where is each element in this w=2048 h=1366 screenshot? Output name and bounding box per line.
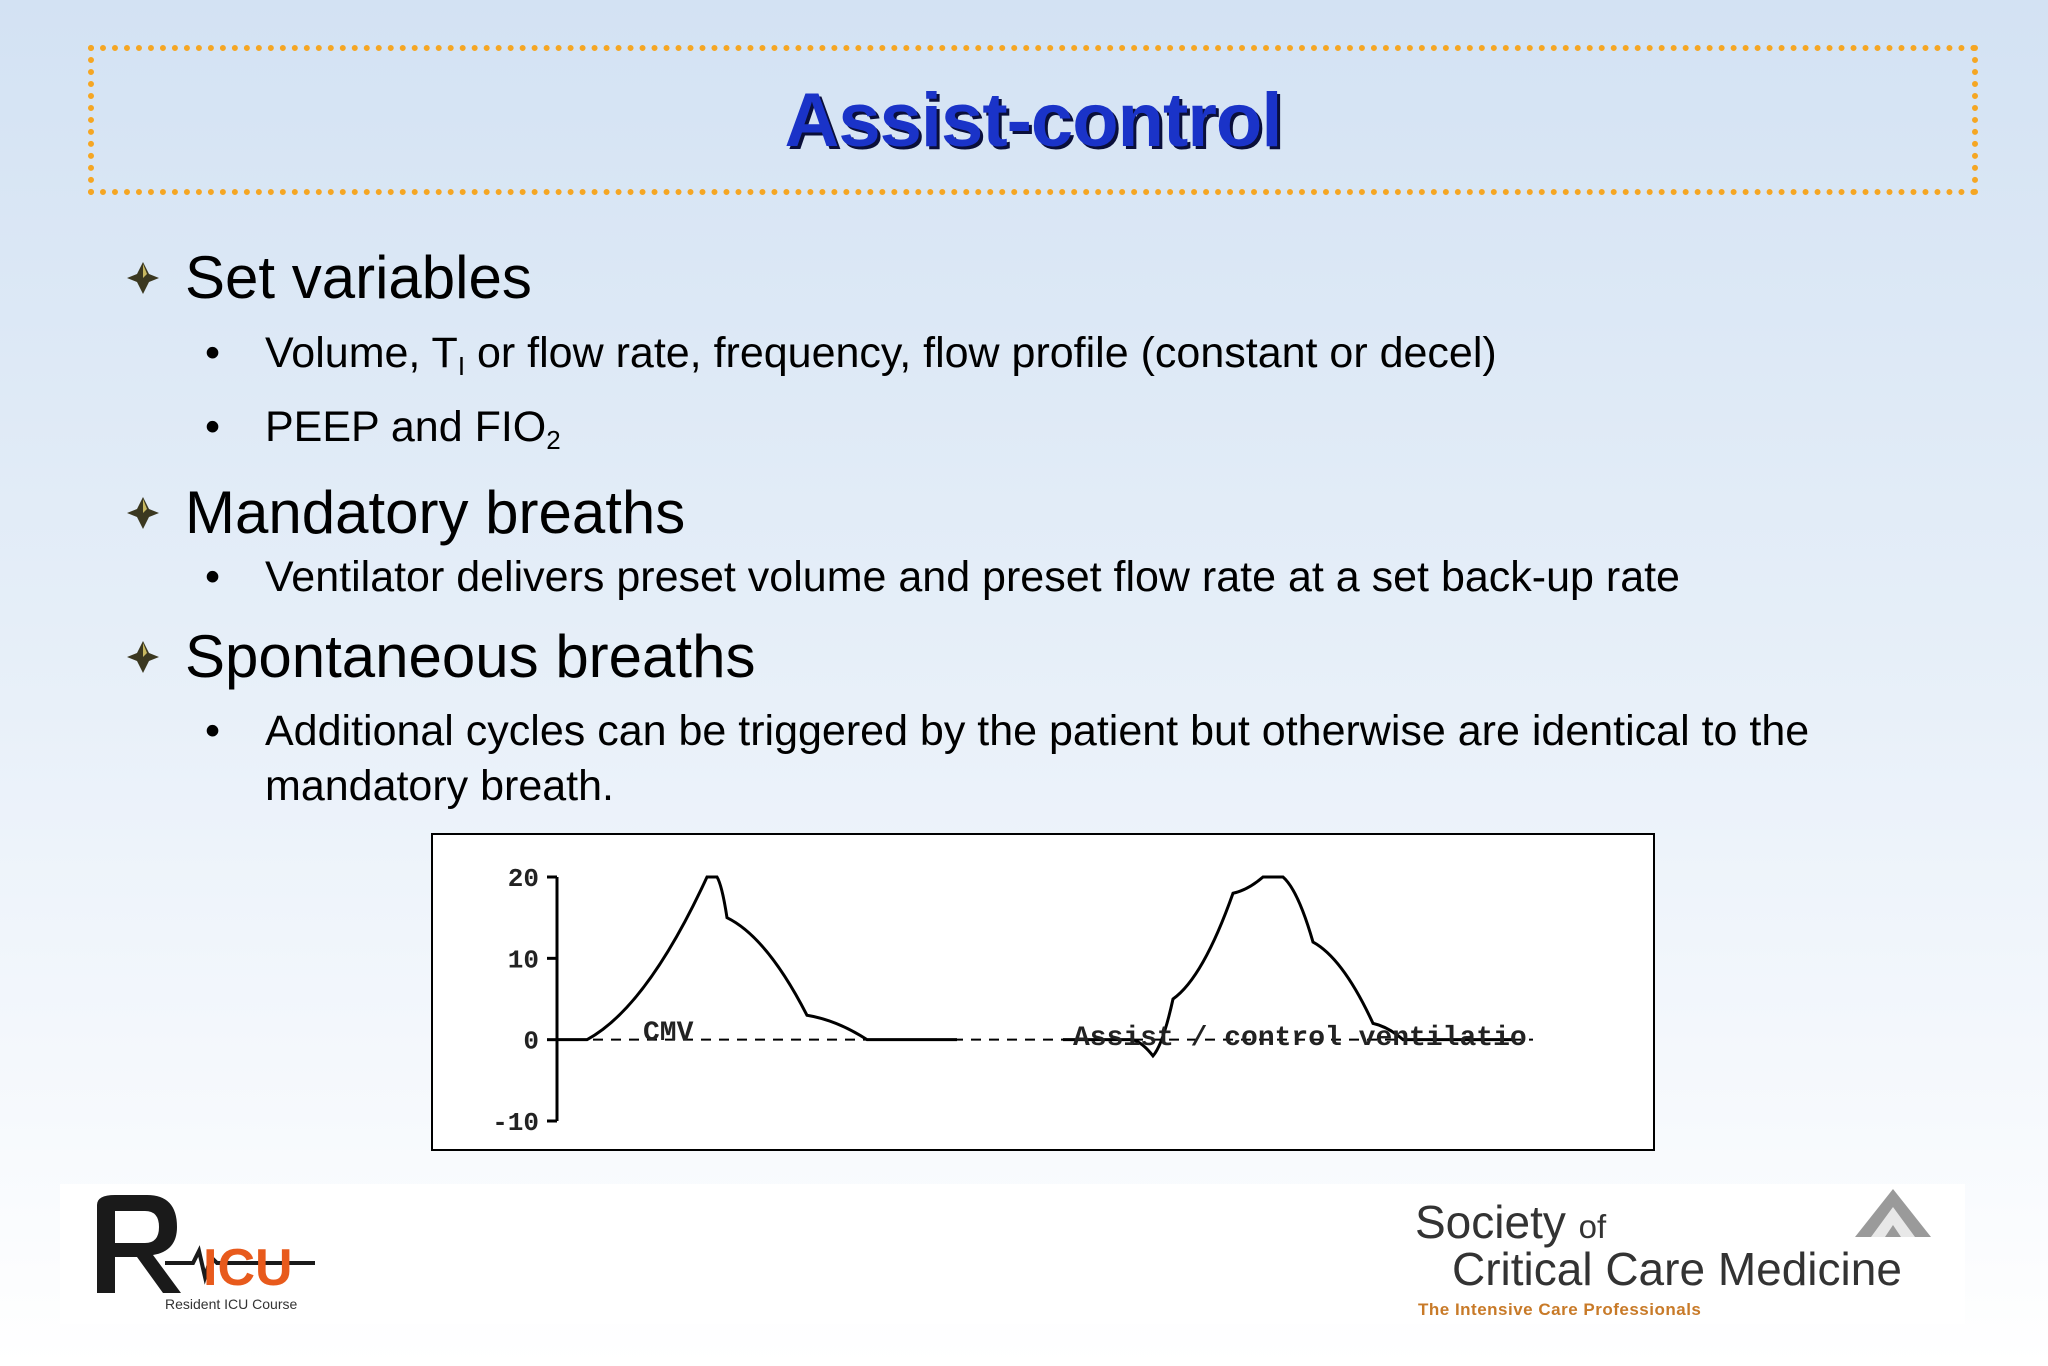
bullet-dot: •	[205, 553, 221, 601]
bullet-dot: •	[205, 707, 221, 755]
arrow-bullet-icon	[125, 260, 161, 296]
section-heading-set-variables	[125, 244, 532, 311]
ricu-caption: Resident ICU Course	[165, 1296, 298, 1312]
y-tick-label: -10	[492, 1108, 539, 1138]
waveform-svg	[433, 835, 1653, 1149]
y-tick-label: 10	[507, 945, 539, 976]
series-label-cmv: CMV	[643, 1018, 694, 1049]
y-tick-label: 0	[523, 1026, 539, 1057]
section-heading-spontaneous	[125, 623, 756, 690]
waveform-series-cmv	[557, 877, 957, 1040]
arrow-bullet-icon	[125, 639, 161, 675]
sccm-logo	[1410, 1180, 1970, 1320]
svg-text:ICU: ICU	[203, 1239, 293, 1297]
sccm-name: Critical Care Medicine	[1452, 1243, 1902, 1295]
bullet-dot: •	[205, 329, 221, 377]
bullet-text: Volume, $T_I$ or flow rate, frequency, flow profile (constant or decel)	[265, 329, 1497, 381]
ricu-logo	[85, 1185, 325, 1315]
heading-text: Spontaneous breaths	[185, 623, 756, 690]
section-heading-mandatory	[125, 479, 686, 546]
heading-text: Set variables	[185, 244, 532, 311]
sccm-mountain-icon	[1845, 1185, 1955, 1245]
ricu-logo-svg	[85, 1185, 325, 1315]
sccm-society-text: Society of	[1415, 1196, 1607, 1248]
waveform-chart	[431, 833, 1655, 1151]
slide-title: Assist-control	[784, 77, 1282, 163]
title-box	[88, 45, 1978, 195]
sccm-tagline: The Intensive Care Professionals	[1418, 1300, 1702, 1319]
bullet-dot: •	[205, 403, 221, 451]
series-label-assist-control: Assist / control ventilatio	[1073, 1023, 1527, 1054]
bullet-text: PEEP and $FIO_2$	[265, 403, 561, 455]
y-tick-label: 20	[507, 864, 539, 894]
bullet-text: Ventilator delivers preset volume and preset flow rate at a set back-up rate	[265, 553, 1680, 601]
arrow-bullet-icon	[125, 495, 161, 531]
bullet-text-line1: Additional cycles can be triggered by the patient but otherwise are identical to the	[265, 707, 1810, 755]
bullet-text-line2: mandatory breath.	[265, 762, 614, 810]
heading-text: Mandatory breaths	[185, 479, 686, 546]
